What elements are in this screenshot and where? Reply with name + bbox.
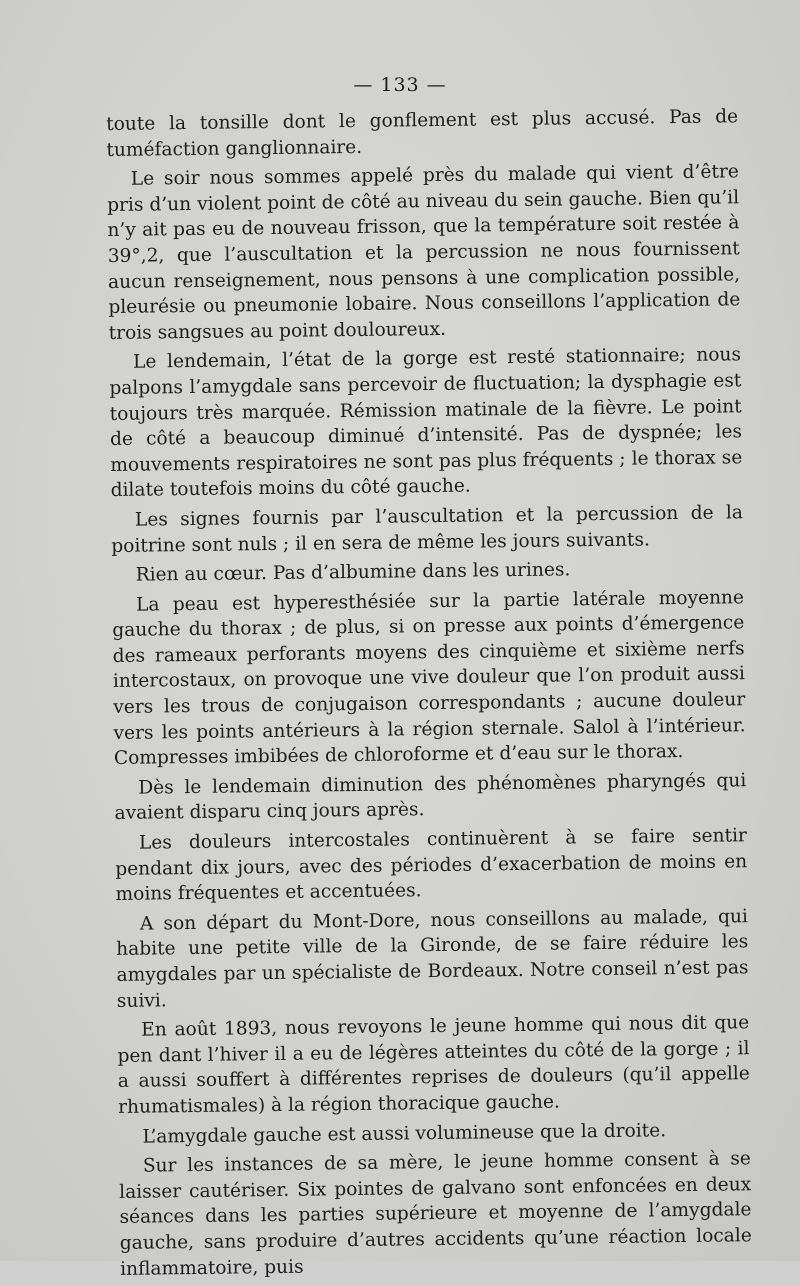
paragraph-7: Dès le lendemain diminution des phénomènes pharyngés qui avaient disparu cinq jours après.	[114, 770, 747, 825]
paragraph-6: La peau est hyperesthésiée sur la partie latérale moyenne gauche du thorax ; de plus, si on presse aux points d’émergence des rameaux perforants moyens des cinquième et sixième nerfs intercostaux, on provoque une vive douleur que l’on produit aussi vers les trous de conjugaison correspondants ; aucune douleur vers les points antérieurs à la région sternale. Salol à l’intérieur. Compresses imbibées de chloroforme et d’eau sur le thorax.	[112, 586, 746, 770]
paragraph-2: Le soir nous sommes appelé près du malade qui vient d’être pris d’un violent point de côté au niveau du sein gauche. Bien qu’il n’y ait pas eu de nouveau frisson, que la température soit restée à 39°,2, que l’auscultation et la percussion ne nous fournissent aucun renseignement, nous pensons à une complication possible, pleurésie ou pneumonie lobaire. Nous conseillons l’application de trois sangsues au point douloureux.	[107, 161, 741, 344]
paragraph-10: En août 1893, nous revoyons le jeune homme qui nous dit que pen dant l’hiver il a eu de légères atteintes du côté de la gorge ; il a aussi souffert à différentes reprises de douleurs (qu’il appelle rhumatismales) à la région thoracique gauche.	[117, 1012, 750, 1118]
paragraph-9: A son départ du Mont-Dore, nous conseillons au malade, qui habite une petite ville de la Gironde, de se faire réduire les amygdales par un spécialiste de Bordeaux. Notre conseil n’est pas suivi.	[116, 906, 749, 1012]
paragraph-4: Les signes fournis par l’auscultation et la percussion de la poitrine sont nuls ; il en sera de même les jours suivants.	[111, 502, 744, 557]
paragraph-12: Sur les instances de sa mère, le jeune homme consent à se laisser cautériser. Six pointes de galvano sont enfoncées en deux séances dans les parties supérieure et moyenne de l’amygdale gauche, sans produire d’autres accidents qu’une réaction locale inflammatoire, puis	[119, 1148, 752, 1280]
page-number: — 133 —	[353, 74, 447, 96]
paragraph-8: Les douleurs intercostales continuèrent à se faire sentir pendant dix jours, avec des périodes d’exacerbation de moins en moins fréquentes et accentuées.	[115, 825, 748, 906]
paragraph-5: Rien au cœur. Pas d’albumine dans les urines.	[135, 559, 571, 586]
body-text	[106, 104, 752, 1286]
paragraph-1: toute la tonsille dont le gonflement est plus accusé. Pas de tuméfaction ganglionnaire.	[106, 106, 739, 161]
paragraph-11: L’amygdale gauche est aussi volumineuse que la droite.	[142, 1119, 667, 1148]
paragraph-3: Le lendemain, l’état de la gorge est resté stationnaire; nous palpons l’amygdale sans percevoir de fluctuation; la dysphagie est toujours très marquée. Rémission matinale de la fièvre. Le point de côté a beaucoup diminué d’intensité. Pas de dyspnée; les mouvements respiratoires ne sont pas plus fréquents ; le thorax se dilate toutefois moins du côté gauche.	[109, 344, 743, 502]
